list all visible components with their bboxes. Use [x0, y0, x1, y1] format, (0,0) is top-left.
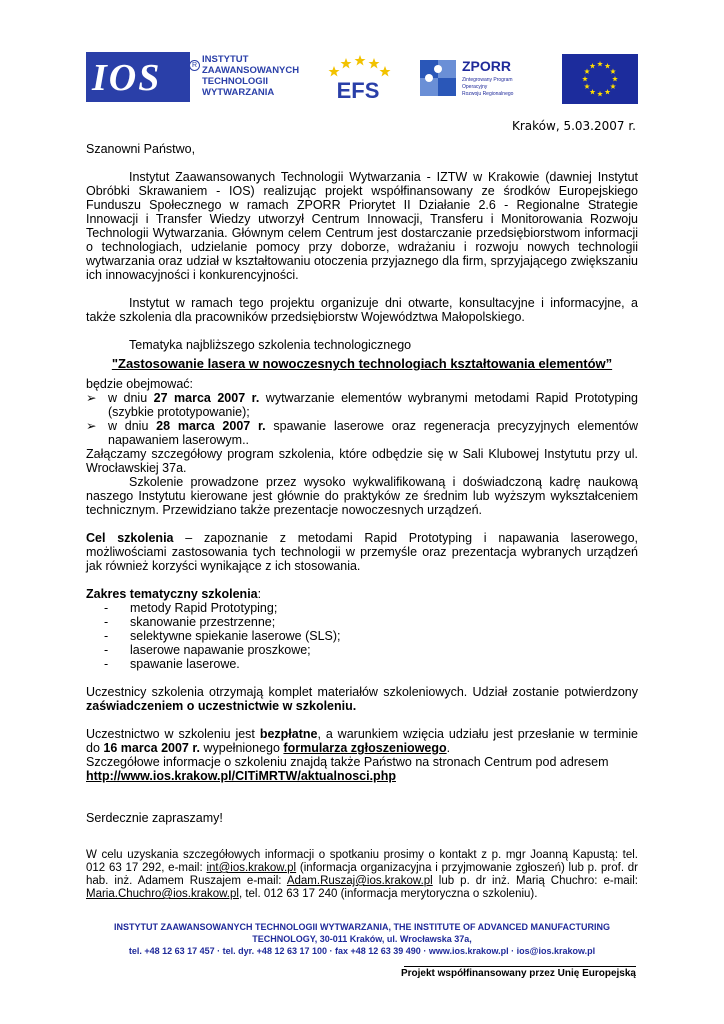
- email-link[interactable]: Adam.Ruszaj@ios.krakow.pl: [286, 875, 433, 887]
- efs-stars-icon: [329, 55, 391, 77]
- list-item: - spawanie laserowe.: [104, 657, 240, 671]
- zporr-sub: Operacyjny: [462, 84, 488, 90]
- materials-paragraph: Uczestnicy szkolenia otrzymają komplet materiałów szkoleniowych. Udział zostanie potwierdzony zaświadczeniem o uczestnictwie w szkoleniu.: [86, 685, 638, 713]
- ios-name-line: WYTWARZANIA: [202, 87, 275, 98]
- email-link[interactable]: int@ios.krakow.pl: [206, 862, 297, 874]
- email-link[interactable]: Maria.Chuchro@ios.krakow.pl: [86, 888, 239, 900]
- contact-paragraph: W celu uzyskania szczegółowych informacji o spotkaniu prosimy o kontakt z p. mgr Joanną Kapustą: tel. 012 63 17 292, e-mail: int@ios.krakow.pl (informacja organizacyjna i przyjmowanie zgłoszeń) lub p. prof. dr hab. inż. Adamem Ruszajem e-mail: Adam.Ruszaj@ios.krakow.pl lub p. dr inż. Marią Chuchro: e-mail: Maria.Chuchro@ios.krakow.pl, tel. 012 63 17 240 (informacja merytoryczna o szkoleniu).: [86, 849, 639, 900]
- eu-flag-icon: [562, 54, 638, 104]
- footer-line: TECHNOLOGY, 30-011 Kraków, ul. Wrocławska 37a,: [252, 934, 472, 944]
- scope-heading: Zakres tematyczny szkolenia:: [86, 587, 262, 601]
- arrow-bullet-icon: ➢: [86, 419, 97, 433]
- bullet-date: 28 marca 2007 r.: [156, 419, 266, 433]
- dash-bullet-icon: -: [104, 643, 109, 657]
- events-paragraph: Instytut w ramach tego projektu organizuje dni otwarte, konsultacyjne i informacyjne, a także szkolenia dla pracowników przedsiębiorstw Województwa Małopolskiego.: [86, 296, 638, 324]
- salutation: Szanowni Państwo,: [86, 142, 196, 156]
- zporr-puzzle-icon: [420, 60, 456, 96]
- efs-logo: [322, 52, 394, 102]
- goal-label: Cel szkolenia: [86, 531, 174, 545]
- closing: Serdecznie zapraszamy!: [86, 811, 223, 825]
- intro-paragraph: Instytut Zaawansowanych Technologii Wytwarzania - IZTW w Krakowie (dawniej Instytut Obróbki Skrawaniem - IOS) realizując projekt współfinansowany ze środków Europejskiego Funduszu Społecznego w ramach ZPORR Priorytet II Działanie 2.6 - Regionalne Strategie Innowacji i Transfer Wiedzy utworzył Centrum Innowacji, Transferu i Monitorowania Rozwoju Technologii Wytwarzania. Głównym celem Centrum jest dostarczanie przedsiębiorstwom informacji o technologiach, udzielanie pomocy przy doborze, wdrażaniu i rozwoju nowych technologii wytwarzania oraz udział w kształtowaniu otoczenia przyjaznego dla firm, sprzyjającego zwiększaniu ich innowacyjności i konkurencyjności.: [86, 170, 638, 282]
- letter-date: Kraków, 5.03.2007 r.: [512, 119, 636, 133]
- list-item: - selektywne spiekanie laserowe (SLS);: [104, 629, 341, 643]
- details-url-link[interactable]: http://www.ios.krakow.pl/CITiMRTW/aktualnosci.php: [86, 769, 396, 783]
- zporr-sub: Zintegrowany Program: [462, 77, 513, 83]
- training-title: "Zastosowanie lasera w nowoczesnych technologiach kształtowania elementów”: [111, 356, 613, 371]
- letter-body: [86, 142, 638, 901]
- includes-label: będzie obejmować:: [86, 377, 194, 391]
- arrow-bullet-icon: ➢: [86, 391, 97, 405]
- dash-bullet-icon: -: [104, 601, 109, 615]
- efs-logo-text: EFS: [336, 78, 380, 102]
- list-item: ➢ w dniu 27 marca 2007 r. wytwarzanie elementów wybranymi metodami Rapid Prototyping (szybkie prototypowanie);: [86, 391, 638, 419]
- ios-institute-name: [202, 54, 299, 98]
- footer-line: INSTYTUT ZAAWANSOWANYCH TECHNOLOGII WYTWARZANIA, THE INSTITUTE OF ADVANCED MANUFACTURING: [114, 922, 610, 932]
- zporr-sub: Rozwoju Regionalnego: [462, 91, 514, 97]
- zporr-title: ZPORR: [462, 58, 511, 74]
- dash-bullet-icon: -: [104, 657, 109, 671]
- list-item: - metody Rapid Prototyping;: [104, 601, 278, 615]
- header-logos: [86, 50, 642, 106]
- ios-logo: [86, 52, 190, 102]
- bullet-date: 27 marca 2007 r.: [153, 391, 260, 405]
- ios-name-line: INSTYTUT: [202, 54, 249, 65]
- instructors-paragraph: Szkolenie prowadzone przez wysoko wykwalifikowaną i doświadczoną kadrę naukową naszego Instytutu kierowane jest głównie do praktyków ze średnim lub wyższym wykształceniem technicznym. Przewidziano także prezentacje nowoczesnych urządzeń.: [86, 475, 638, 517]
- list-item: - laserowe napawanie proszkowe;: [104, 643, 311, 657]
- participation-paragraph: Uczestnictwo w szkoleniu jest bezpłatne, a warunkiem wzięcia udziału jest przesłanie w terminie do 16 marca 2007 r. wypełnionego formularza zgłoszeniowego.: [86, 727, 638, 755]
- details-paragraph: Szczegółowe informacje o szkoleniu znajdą także Państwo na stronach Centrum pod adresem: [86, 755, 609, 769]
- ios-logo-text: IOS: [92, 57, 162, 99]
- registered-mark-icon: R: [189, 60, 200, 71]
- footer-line: tel. +48 12 63 17 457 · tel. dyr. +48 12 63 17 100 · fax +48 12 63 39 490 · www.ios.krakow.pl · ios@ios.krakow.pl: [128, 946, 596, 956]
- list-item: ➢ w dniu 28 marca 2007 r. spawanie laserowe oraz regeneracja precyzyjnych elementów napawaniem laserowym..: [86, 419, 638, 447]
- ios-name-line: TECHNOLOGII: [202, 76, 268, 87]
- topic-intro: Tematyka najbliższego szkolenia technologicznego: [129, 338, 412, 352]
- dash-bullet-icon: -: [104, 629, 109, 643]
- divider: [404, 966, 636, 967]
- registration-form-link[interactable]: formularza zgłoszeniowego: [283, 741, 447, 755]
- zporr-logo: [418, 54, 536, 102]
- ios-name-line: ZAAWANSOWANYCH: [202, 65, 300, 76]
- institute-footer: [100, 921, 624, 957]
- eu-cofinancing-note: Projekt współfinansowany przez Unię Europejską: [400, 968, 636, 979]
- list-item: - skanowanie przestrzenne;: [104, 615, 276, 629]
- dash-bullet-icon: -: [104, 615, 109, 629]
- attachment-paragraph: Załączamy szczegółowy program szkolenia, które odbędzie się w Sali Klubowej Instytutu przy ul. Wrocławskiej 37a.: [86, 447, 638, 475]
- goal-paragraph: Cel szkolenia – zapoznanie z metodami Rapid Prototyping i napawania laserowego, możliwościami zastosowania tych technologii w przemyśle oraz prezentacja wybranych urządzeń jak również korzyści wynikające z ich stosowania.: [86, 531, 638, 573]
